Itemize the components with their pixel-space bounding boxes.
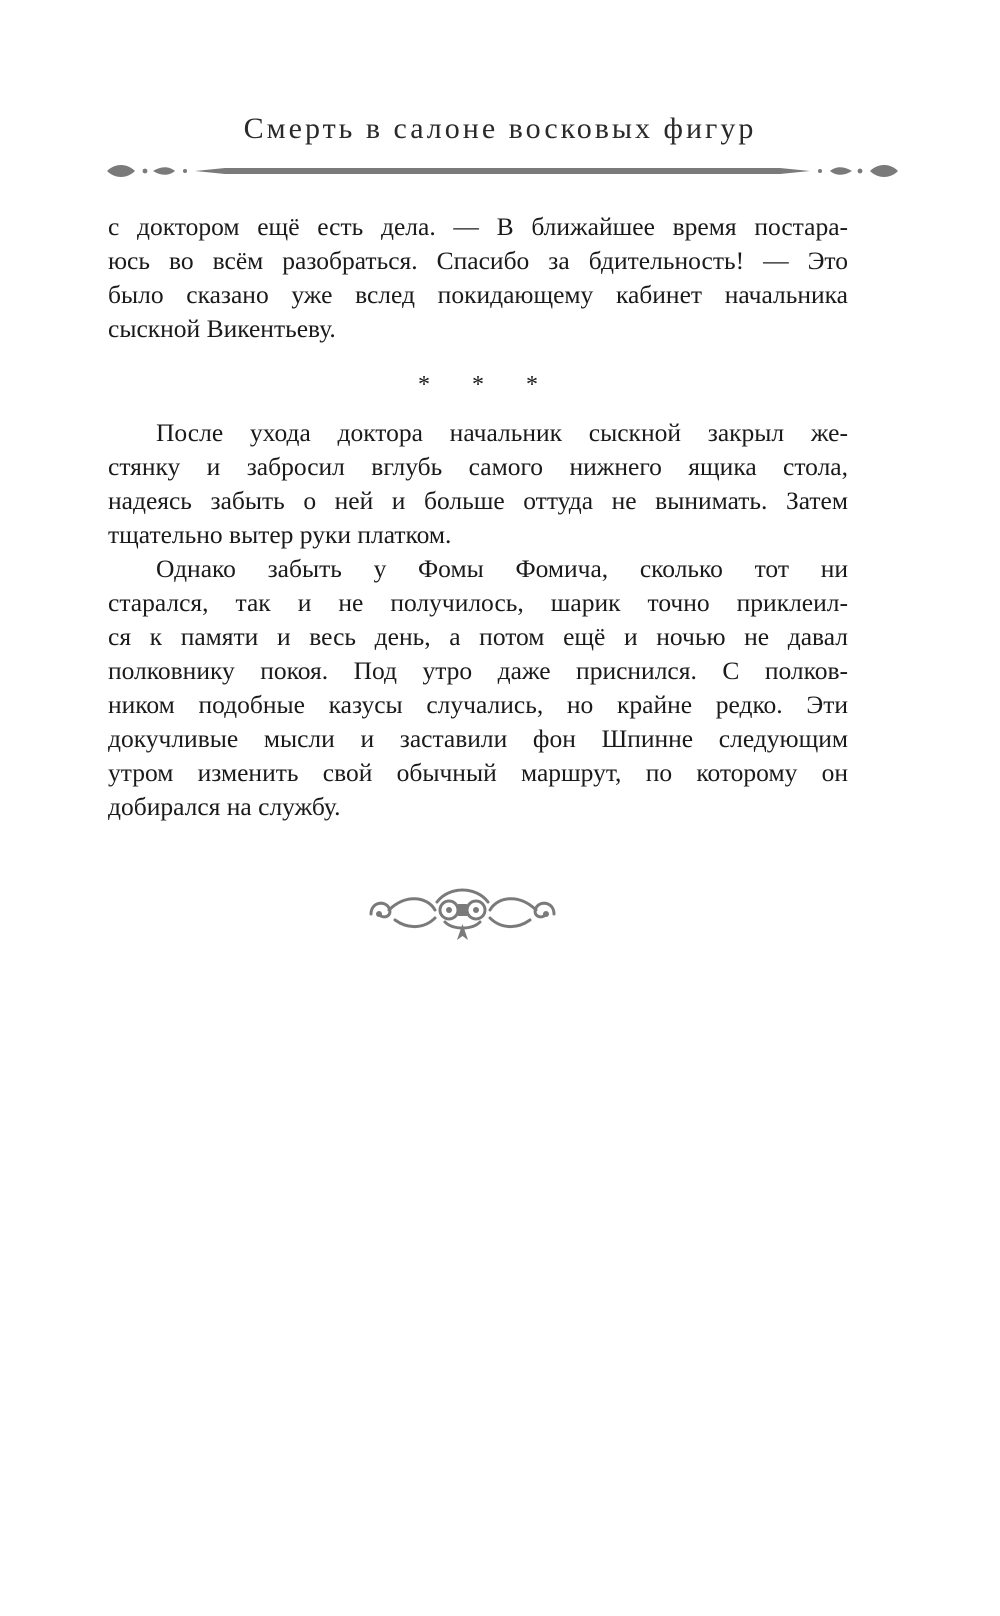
body-text <box>108 210 848 824</box>
text-line: тщательно вытер руки платком. <box>108 520 452 549</box>
running-title: Смерть в салоне восковых фигур <box>243 112 757 145</box>
text-line: с доктором ещё есть дела. — В ближайшее время постара- <box>108 212 848 241</box>
paragraph-3 <box>108 552 848 824</box>
scene-break-asterisks: * * * <box>418 372 556 398</box>
header-ornamental-rule <box>105 158 900 184</box>
text-line: надеясь забыть о ней и больше оттуда не вынимать. Затем <box>108 486 848 515</box>
text-line: ником подобные казусы случались, но крайне редко. Эти <box>108 690 848 719</box>
paragraph-1 <box>108 210 848 346</box>
text-line: докучливые мысли и заставили фон Шпинне следующим <box>108 724 848 753</box>
text-line: полковнику покоя. Под утро даже приснился. С полков- <box>108 656 848 685</box>
text-line: ся к памяти и весь день, а потом ещё и ночью не давал <box>108 622 848 651</box>
text-line: После ухода доктора начальник сыскной закрыл же- <box>156 418 848 447</box>
paragraph-2 <box>108 416 848 552</box>
text-line: юсь во всём разобраться. Спасибо за бдительность! — Это <box>108 246 848 275</box>
text-line: старался, так и не получилось, шарик точно приклеил- <box>108 588 848 617</box>
text-line: Однако забыть у Фомы Фомича, сколько тот ни <box>156 554 848 583</box>
text-line: добирался на службу. <box>108 792 341 821</box>
text-line: было сказано уже вслед покидающему кабинет начальника <box>108 280 848 309</box>
text-line: утром изменить свой обычный маршрут, по которому он <box>108 758 848 787</box>
text-line: стянку и забросил вглубь самого нижнего ящика стола, <box>108 452 848 481</box>
text-line: сыскной Викентьеву. <box>108 314 336 343</box>
end-of-chapter-vignette <box>365 880 560 948</box>
